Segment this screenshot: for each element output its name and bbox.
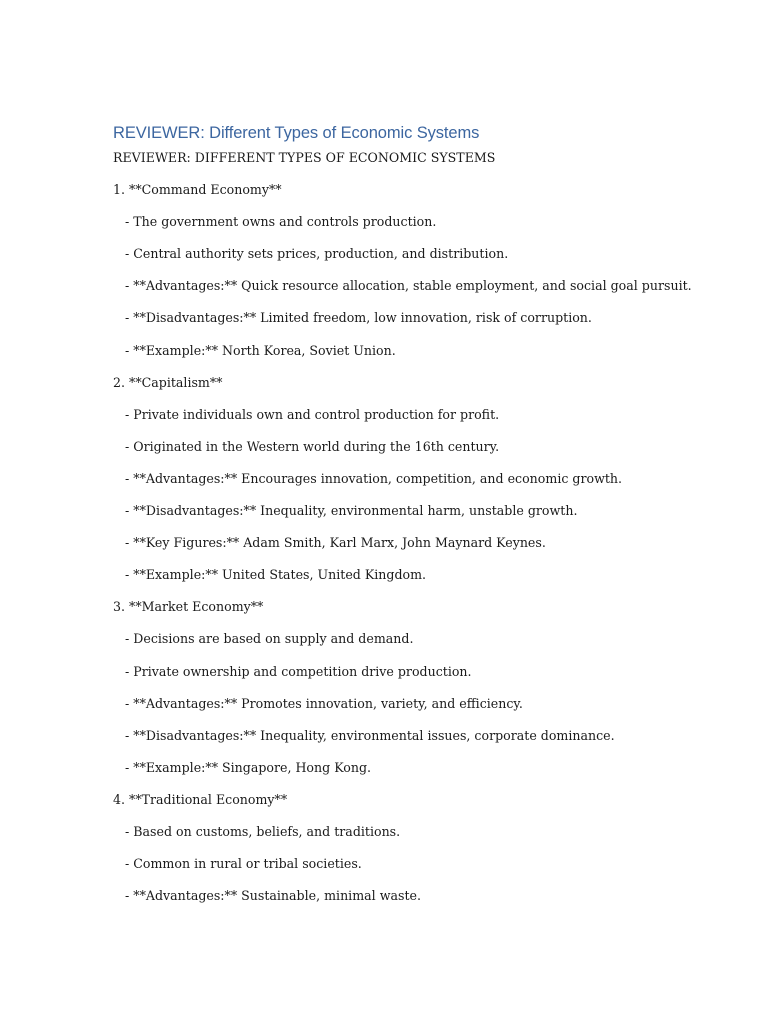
bullet-line: - **Example:** Singapore, Hong Kong. <box>113 759 372 775</box>
bullet-line: - Decisions are based on supply and demand. <box>113 631 414 647</box>
subtitle-line: REVIEWER: DIFFERENT TYPES OF ECONOMIC SYSTEMS <box>113 150 496 165</box>
section-heading: 4. **Traditional Economy** <box>113 791 288 807</box>
bullet-line: - Private ownership and competition drive production. <box>113 663 472 679</box>
document-heading: REVIEWER: Different Types of Economic Systems <box>113 124 480 142</box>
section-heading: 2. **Capitalism** <box>113 374 223 390</box>
bullet-line: - Based on customs, beliefs, and traditions. <box>113 823 401 839</box>
bullet-line: - The government owns and controls production. <box>113 214 437 230</box>
document-body <box>113 150 753 920</box>
bullet-line: - **Advantages:** Sustainable, minimal waste. <box>113 888 421 904</box>
bullet-line: - **Advantages:** Encourages innovation, competition, and economic growth. <box>113 470 623 486</box>
bullet-line: - **Example:** North Korea, Soviet Union. <box>113 342 396 358</box>
bullet-line: - **Advantages:** Promotes innovation, variety, and efficiency. <box>113 695 523 711</box>
section-heading: 3. **Market Economy** <box>113 599 264 615</box>
bullet-line: - Common in rural or tribal societies. <box>113 856 362 872</box>
bullet-line: - Private individuals own and control production for profit. <box>113 406 500 422</box>
bullet-line: - **Disadvantages:** Limited freedom, low innovation, risk of corruption. <box>113 310 592 326</box>
bullet-line: - **Example:** United States, United Kingdom. <box>113 567 427 583</box>
bullet-line: - **Disadvantages:** Inequality, environmental harm, unstable growth. <box>113 503 578 519</box>
bullet-line: - **Key Figures:** Adam Smith, Karl Marx, John Maynard Keynes. <box>113 535 546 551</box>
bullet-line: - Originated in the Western world during the 16th century. <box>113 438 500 454</box>
bullet-line: - **Advantages:** Quick resource allocation, stable employment, and social goal pursuit. <box>113 278 692 294</box>
bullet-line: - **Disadvantages:** Inequality, environmental issues, corporate dominance. <box>113 727 615 743</box>
section-heading: 1. **Command Economy** <box>113 182 282 198</box>
bullet-line: - Central authority sets prices, production, and distribution. <box>113 246 509 262</box>
